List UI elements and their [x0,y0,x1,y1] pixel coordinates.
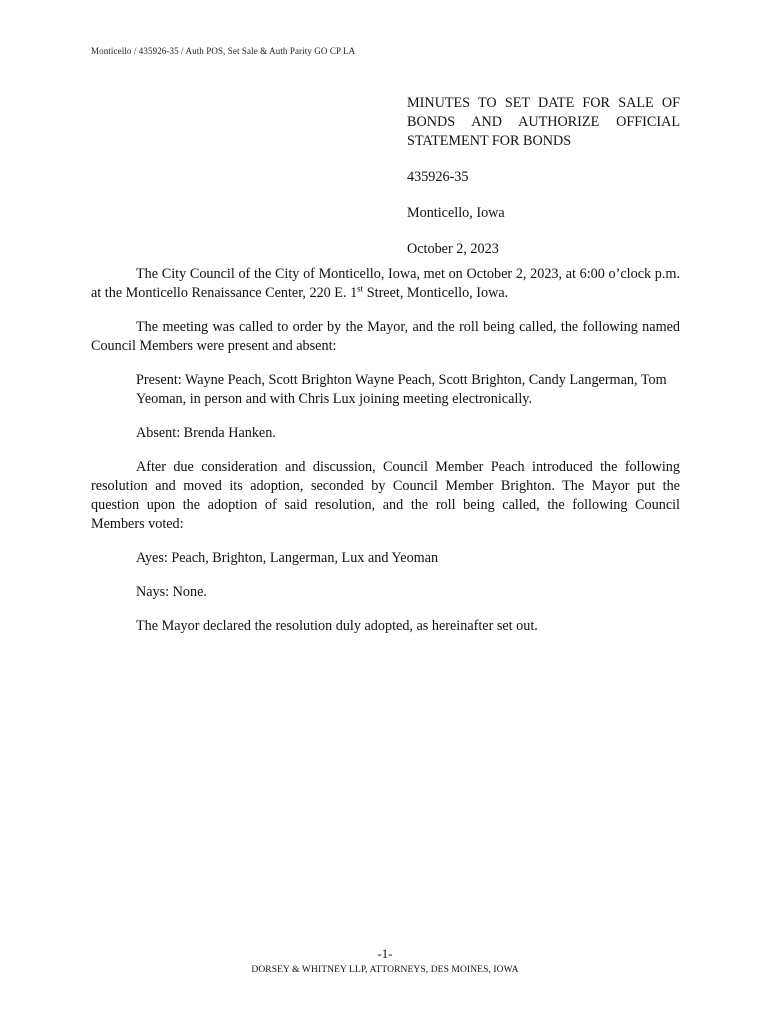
roll-call-paragraph: The meeting was called to order by the Mayor, and the roll being called, the following named Council Members were present and absent: [91,319,680,354]
document-city: Monticello, Iowa [407,205,505,221]
ordinal-suffix: st [357,283,364,294]
minutes-body [91,265,680,651]
firm-footer: DORSEY & WHITNEY LLP, ATTORNEYS, DES MOINES, IOWA [251,965,519,975]
page-number: -1- [377,946,393,961]
meeting-paragraph [91,265,680,303]
nays-vote: Nays: None. [136,584,207,600]
document-title: MINUTES TO SET DATE FOR SALE OF BONDS AND AUTHORIZE OFFICIAL STATEMENT FOR BONDS [407,95,680,149]
document-reference-header: Monticello / 435926-35 / Auth POS, Set Sale & Auth Parity GO CP LA [91,46,356,56]
document-number: 435926-35 [407,169,469,185]
resolution-paragraph: After due consideration and discussion, Council Member Peach introduced the following resolution and moved its adoption, seconded by Council Member Brighton. The Mayor put the question upon the adoption of said resolution, and the roll being called, the following Council Members voted: [91,459,680,532]
title-block [407,94,680,259]
present-members: Present: Wayne Peach, Scott Brighton Wayne Peach, Scott Brighton, Candy Langerman, Tom Yeoman, in person and with Chris Lux joining meeting electronically. [136,372,667,407]
meeting-text: The City Council of the City of Monticello, Iowa, met on October 2, 2023, at 6:00 o’clock p.m. at the Monticello Renaissance Center, 220 E. 1 [91,266,680,301]
meeting-text-end: Street, Monticello, Iowa. [363,285,509,301]
document-date: October 2, 2023 [407,241,499,257]
absent-members: Absent: Brenda Hanken. [136,425,276,441]
ayes-vote: Ayes: Peach, Brighton, Langerman, Lux and Yeoman [136,550,439,566]
resolution-adopted: The Mayor declared the resolution duly adopted, as hereinafter set out. [136,618,538,634]
